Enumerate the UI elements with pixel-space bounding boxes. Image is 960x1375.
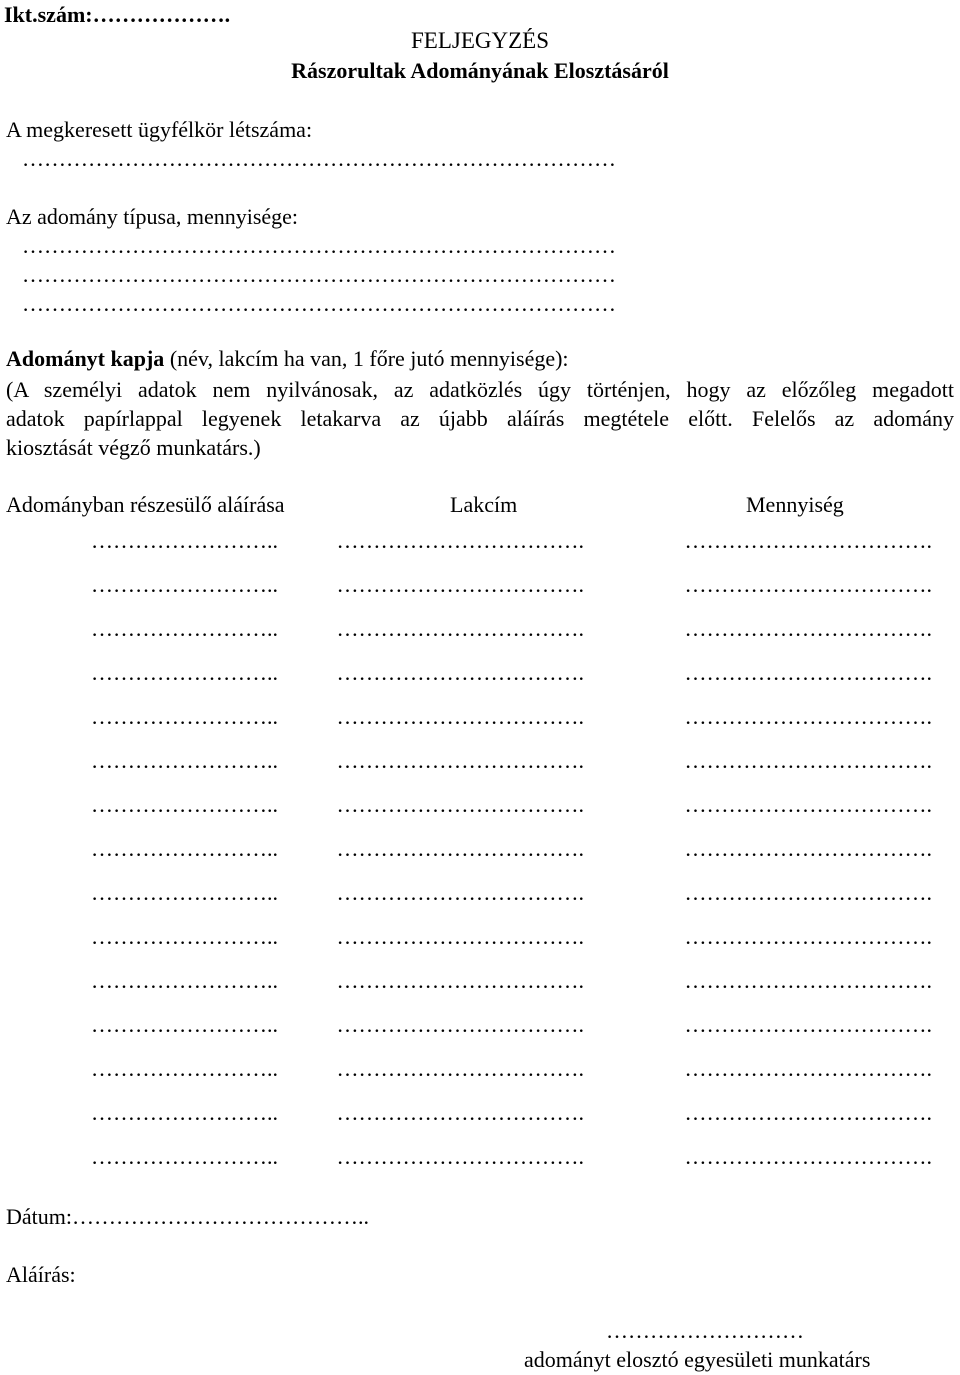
signature-cell: …………………….. xyxy=(91,1012,278,1037)
quantity-cell: ……………………………. xyxy=(684,880,932,905)
quantity-cell: ……………………………. xyxy=(684,704,932,729)
quantity-cell: ……………………………. xyxy=(684,1100,932,1125)
address-cell: ……………………………. xyxy=(336,924,584,949)
signature-cell: …………………….. xyxy=(91,836,278,861)
quantity-cell: ……………………………. xyxy=(684,968,932,993)
address-cell: ……………………………. xyxy=(336,1144,584,1169)
signature-cell: …………………….. xyxy=(91,968,278,993)
page-title xyxy=(0,28,960,54)
donation-type-line-2: ……………………………………………………………………… xyxy=(22,262,616,287)
signature-cell: …………………….. xyxy=(91,660,278,685)
signature-label: Aláírás: xyxy=(6,1262,76,1287)
registration-number: Ikt.szám:………………. xyxy=(4,2,231,27)
recipient-label-rest: (név, lakcím ha van, 1 főre jutó mennyisége): xyxy=(164,346,569,371)
quantity-cell: ……………………………. xyxy=(684,748,932,773)
address-cell: ……………………………. xyxy=(336,836,584,861)
privacy-note-line: kiosztását végző munkatárs.) xyxy=(6,435,261,460)
quantity-cell: ……………………………. xyxy=(684,1012,932,1037)
address-cell: ……………………………. xyxy=(336,660,584,685)
signature-cell: …………………….. xyxy=(91,792,278,817)
address-cell: ……………………………. xyxy=(336,1012,584,1037)
donation-type-line-3: ……………………………………………………………………… xyxy=(22,291,616,316)
address-cell: ……………………………. xyxy=(336,1056,584,1081)
signature-cell: …………………….. xyxy=(91,572,278,597)
address-cell: ……………………………. xyxy=(336,792,584,817)
signature-cell: …………………….. xyxy=(91,880,278,905)
quantity-cell: ……………………………. xyxy=(684,1144,932,1169)
address-cell: ……………………………. xyxy=(336,968,584,993)
address-cell: ……………………………. xyxy=(336,880,584,905)
address-cell: ……………………………. xyxy=(336,1100,584,1125)
title-text: FELJEGYZÉS xyxy=(411,28,549,53)
address-cell: ……………………………. xyxy=(336,572,584,597)
signature-caption: adományt elosztó egyesületi munkatárs xyxy=(524,1347,871,1372)
address-cell: ……………………………. xyxy=(336,616,584,641)
signature-cell: …………………….. xyxy=(91,748,278,773)
signature-cell: …………………….. xyxy=(91,616,278,641)
date-field: Dátum:………………………………….. xyxy=(6,1204,369,1229)
signature-cell: …………………….. xyxy=(91,704,278,729)
signature-line: ……………………… xyxy=(606,1318,804,1343)
quantity-cell: ……………………………. xyxy=(684,616,932,641)
quantity-cell: ……………………………. xyxy=(684,1056,932,1081)
client-count-line: ……………………………………………………………………… xyxy=(22,146,616,171)
signature-cell: …………………….. xyxy=(91,1144,278,1169)
quantity-cell: ……………………………. xyxy=(684,792,932,817)
column-header-signature: Adományban részesülő aláírása xyxy=(6,492,285,517)
signature-cell: …………………….. xyxy=(91,1100,278,1125)
column-header-address: Lakcím xyxy=(450,492,518,517)
address-cell: ……………………………. xyxy=(336,748,584,773)
quantity-cell: ……………………………. xyxy=(684,660,932,685)
signature-cell: …………………….. xyxy=(91,1056,278,1081)
client-count-label: A megkeresett ügyfélkör létszáma: xyxy=(6,117,313,142)
page-subtitle: Rászorultak Adományának Elosztásáról xyxy=(291,58,669,83)
donation-type-label: Az adomány típusa, mennyisége: xyxy=(6,204,299,229)
signature-cell: …………………….. xyxy=(91,924,278,949)
quantity-cell: ……………………………. xyxy=(684,836,932,861)
signature-cell: …………………….. xyxy=(91,528,278,553)
privacy-note-line: (A személyi adatok nem nyilvánosak, az adatközlés úgy történjen, hogy az előzőleg megadott xyxy=(6,377,954,402)
quantity-cell: ……………………………. xyxy=(684,528,932,553)
recipient-label xyxy=(6,346,569,372)
recipient-label-bold: Adományt kapja xyxy=(6,346,165,371)
privacy-note-line: adatok papírlappal legyenek letakarva az újabb aláírás megtétele előtt. Felelős az adomány xyxy=(6,406,954,431)
donation-type-line-1: ……………………………………………………………………… xyxy=(22,233,616,258)
address-cell: ……………………………. xyxy=(336,704,584,729)
address-cell: ……………………………. xyxy=(336,528,584,553)
column-header-quantity: Mennyiség xyxy=(746,492,844,517)
privacy-note xyxy=(6,375,954,462)
quantity-cell: ……………………………. xyxy=(684,572,932,597)
quantity-cell: ……………………………. xyxy=(684,924,932,949)
